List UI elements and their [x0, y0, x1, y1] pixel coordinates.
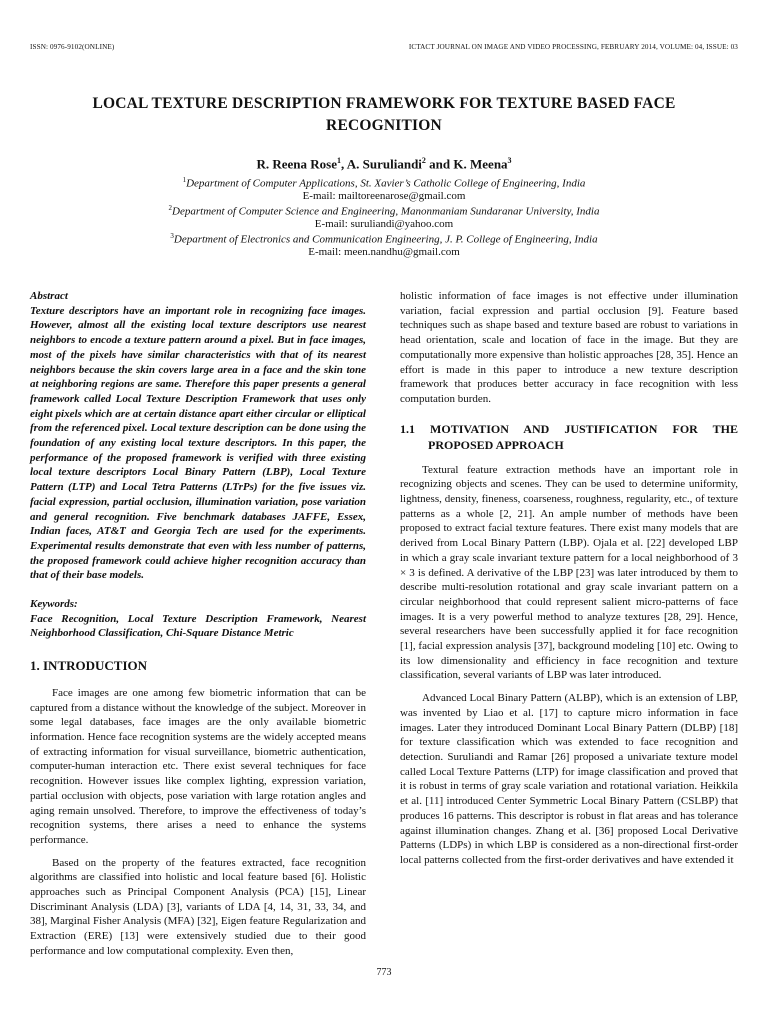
running-header-issn: ISSN: 0976-9102(ONLINE)	[30, 43, 115, 51]
affiliation-2	[0, 204, 768, 218]
affiliation-dept: Department of Computer Science and Engineering, Manonmaniam Sundaranar University, India	[172, 205, 600, 218]
subsection-heading-motivation: 1.1 MOTIVATION AND JUSTIFICATION FOR THE PROPOSED APPROACH	[400, 421, 738, 452]
keywords-body: Face Recognition, Local Texture Description Framework, Nearest Neighborhood Classification, Chi-Square Distance Metric	[30, 612, 366, 640]
affiliation-email: E-mail: mailtoreenarose@gmail.com	[302, 190, 466, 202]
left-column	[30, 289, 366, 959]
author-separator: ,	[340, 156, 347, 172]
abstract-body: Texture descriptors have an important role in recognizing face images. However, almost all the existing local texture descriptors use nearest neighbors to encode a texture pattern around a pixel. But in face images, most of the pixels have similar characteristics with that of its nearest neighbors because the skin covers large area in a face and the skin tone at neighboring regions are same. Therefore this paper presents a general framework called Local Texture Description Framework that uses only eight pixels which are at certain distance apart either circular or elliptical from the referenced pixel. Local texture description can be done using the foundation of any existing local texture descriptors. In this paper, the performance of the proposed framework is verified with three existing local texture descriptors Local Binary Pattern (LBP), Local Texture Pattern (LTP) and Local Tetra Patterns (LTrPs) for the five issues viz. facial expression, partial occlusion, illumination variation, pose variation and general recognition. Five benchmark databases JAFFE, Essex, Indian faces, AT&T and Georgia Tech are used for the experiments. Experimental results demonstrate that even with less number of patterns, the proposed framework could achieve higher recognition accuracy than that of their base models.	[30, 304, 366, 582]
author-sup: 3	[507, 156, 512, 165]
affiliation-sup: 1	[182, 176, 187, 184]
affiliation-dept: Department of Electronics and Communication Engineering, J. P. College of Engineering, India	[173, 233, 598, 246]
author-name: K. Meena	[453, 156, 508, 172]
author-separator: and	[425, 156, 454, 172]
paper-title: LOCAL TEXTURE DESCRIPTION FRAMEWORK FOR TEXTURE BASED FACE RECOGNITION	[92, 95, 676, 134]
author-name: R. Reena Rose	[256, 156, 337, 172]
right-column	[400, 289, 738, 868]
paragraph: holistic information of face images is not effective under illumination variation, facial expression and partial occlusion [9]. Feature based techniques such as shape based and texture based are robust to variations in head orientation, scale and location of face in the image. But they are computationally more expensive than holistic approaches [28, 35]. Hence an effort is made in this paper to introduce a new texture description framework that produces better accuracy in face recognition with less computation burden.	[400, 290, 738, 405]
paragraph: Textural feature extraction methods have an important role in recognizing objects and scenes. They can be used to determine uniformity, lightness, density, fineness, coarseness, roughness, regularity, etc., of texture patterns as a whole [2, 21]. An ample number of methods have been proposed to extract facial texture features. There exist many models that are derived from Local Binary Pattern (LBP). Ojala et al. [22] developed LBP in which a gray scale invariant texture pattern for a local neighborhood of 3 × 3 is defined. A derivative of the LBP [23] was later introduced by them to describe multi-resolution rotational and gray scale invariant pattern on a circular neighborhood that could represent salient micro-patterns of face images. It is a very powerful method to analyze textures [28, 29]. Hence, several researchers have been successfully applied it for face recognition [1], facial expression analysis [37], background modeling [10] etc. Owing to its low dimensionality and efficiency in face recognition and texture classification, several variants of LBP was later introduced.	[400, 463, 738, 682]
running-header-journal: ICTACT JOURNAL ON IMAGE AND VIDEO PROCESSING, FEBRUARY 2014, VOLUME: 04, ISSUE: 03	[408, 43, 738, 51]
affiliation-3	[0, 232, 768, 246]
abstract-heading: Abstract	[30, 290, 68, 302]
affiliation-email: E-mail: meen.nandhu@gmail.com	[308, 246, 460, 258]
affiliation-1	[0, 176, 768, 190]
section-heading-introduction: 1. INTRODUCTION	[30, 658, 148, 674]
author-line	[0, 156, 768, 172]
affiliation-sup: 2	[168, 204, 173, 212]
affiliation-sup: 3	[170, 232, 174, 240]
paragraph: Based on the property of the features extracted, face recognition algorithms are classified into holistic and local feature based [6]. Holistic approaches such as Principal Component Analysis (PCA) [15], Linear Discriminant Analysis (LDA) [3], variants of LDA [4, 14, 31, 33, 34, and 38], Marginal Fisher Analysis (MFA) [32], Eigen feature Regularization and Extraction (ERE) [13] were extensively studied due to their good performance and low computational complexity. Even then,	[30, 856, 366, 957]
page-number: 773	[376, 967, 392, 978]
author-sup: 2	[421, 156, 426, 165]
paragraph: Advanced Local Binary Pattern (ALBP), which is an extension of LBP, was invented by Liao et al. [17] to capture micro information in face images. Later they introduced Dominant Local Binary Pattern (DLBP) [18] for texture classification which was extended to face recognition and detection. Suruliandi and Ramar [26] proposed a univariate texture model called Local Texture Patterns (LTP) for image classification and proved that it is robust in terms of gray scale variation and rotational variation. Heikkila et al. [11] introduced Center Symmetric Local Binary Pattern (CSLBP) that produces 16 patterns. This descriptor is robust in flat areas and has tolerance against illumination changes. Zhang et al. [36] proposed Local Derivative Patterns (LDPs) in which LBP is considered as a non-directional first-order local patterns collected from the first-order derivatives and have extended it	[400, 692, 738, 866]
affiliation-dept: Department of Computer Applications, St. Xavier’s Catholic College of Engineering, India	[186, 177, 586, 190]
paragraph: Face images are one among few biometric information that can be captured from a distance without the knowledge of the subject. Moreover in some legal databases, face images are the only available biometric information. Hence face recognition systems are the widely accepted means of extracting information for visual surveillance, biometric authentication, computer-human interaction etc. There exist several techniques for face recognition. However issues like complex lighting, expression variation, partial occlusion with objects, pose variation with large rotation angles and aging remain unsolved. Therefore, to improve the effectiveness of today’s recognition systems, there arises a need to enhance the systems performance.	[30, 686, 366, 846]
author-name: A. Suruliandi	[346, 156, 422, 172]
author-sup: 1	[336, 156, 341, 165]
affiliation-email: E-mail: suruliandi@yahoo.com	[314, 218, 454, 230]
keywords-heading: Keywords:	[30, 598, 78, 611]
